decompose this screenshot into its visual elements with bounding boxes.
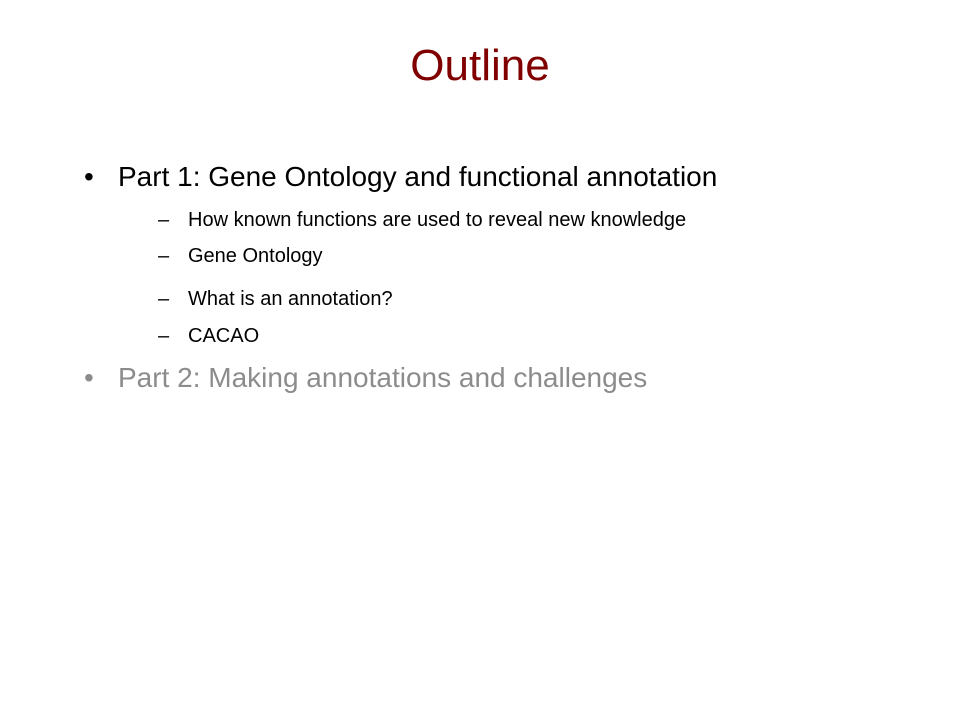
outline-subitem [158, 243, 323, 269]
dash-marker: – [158, 245, 170, 267]
dash-marker: – [158, 288, 170, 310]
outline-item-label: Part 1: Gene Ontology and functional annotation [118, 161, 718, 192]
outline-item-part-2 [84, 361, 647, 395]
dash-marker: – [158, 325, 170, 347]
slide-title: Outline [410, 41, 550, 90]
bullet-marker: • [84, 362, 94, 393]
outline-subitem [158, 207, 686, 233]
dash-marker: – [158, 209, 170, 231]
outline-subitem-label: What is an annotation? [188, 288, 393, 310]
outline-subitem-label: CACAO [188, 325, 260, 347]
outline-subitem [158, 323, 259, 349]
bullet-marker: • [84, 161, 94, 192]
outline-subitem [158, 286, 393, 312]
outline-item-part-1 [84, 160, 717, 194]
outline-item-label: Part 2: Making annotations and challenges [118, 362, 648, 393]
outline-subitem-label: How known functions are used to reveal new knowledge [188, 209, 687, 231]
outline-subitem-label: Gene Ontology [188, 245, 323, 267]
